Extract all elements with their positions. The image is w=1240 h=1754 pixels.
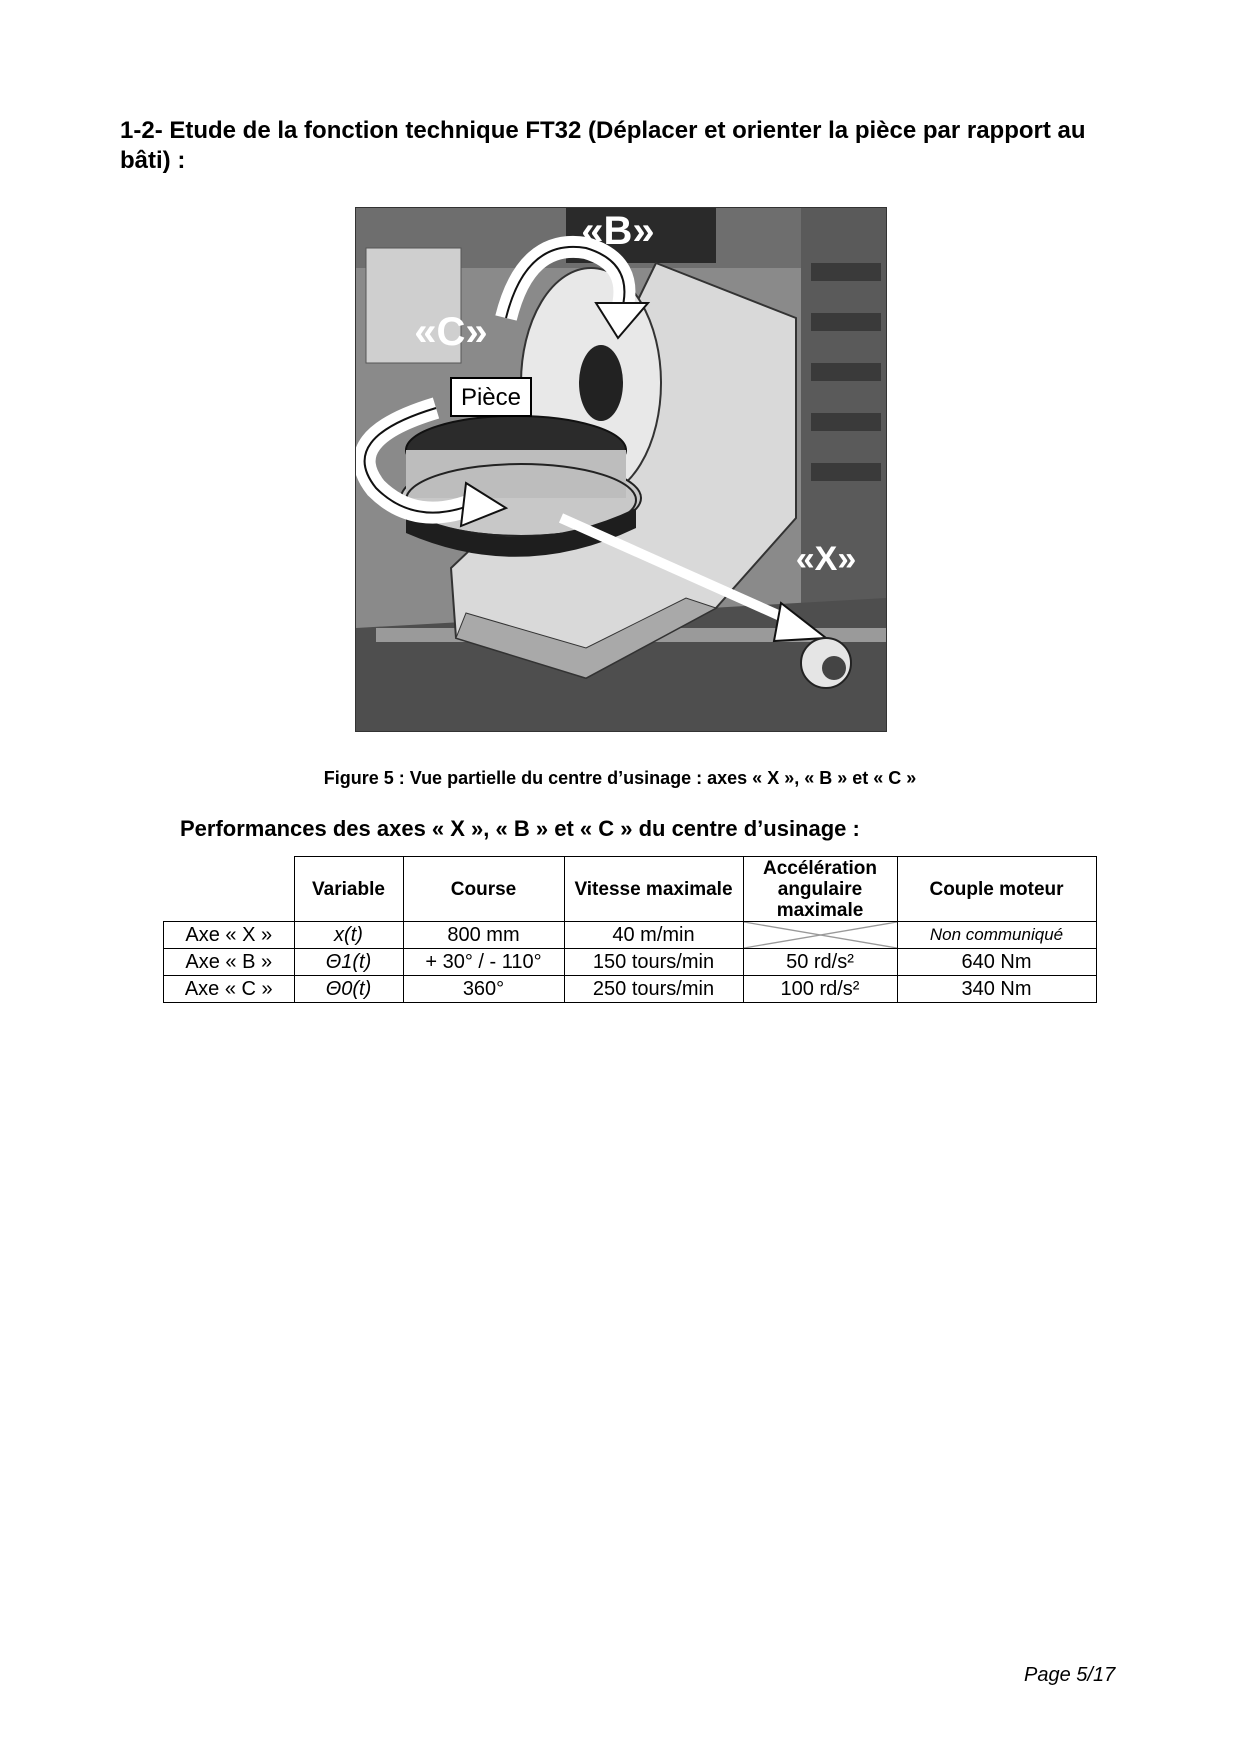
figure-caption: Figure 5 : Vue partielle du centre d’usinage : axes « X », « B » et « C » [323,768,917,788]
cross-out-mark [744,922,897,948]
x-axis-label: «X» [795,540,857,578]
row-couple: 340 Nm [897,976,1096,1003]
page-number: Page 5/17 [1024,1664,1116,1686]
row-vitesse: 40 m/min [564,922,743,949]
header-couple: Couple moteur [897,857,1096,922]
section-heading: 1-2- Etude de la fonction technique FT32 (Déplacer et orienter la pièce par rapport au bâti) : [120,117,1086,174]
table-row [164,922,1097,949]
row-course: 800 mm [403,922,564,949]
b-axis-label: «B» [581,209,655,253]
row-axis: Axe « B » [164,949,295,976]
table-header-row [164,857,1097,922]
machine-illustration [356,208,886,731]
c-axis-label: «C» [414,310,488,354]
row-course: + 30° / - 110° [403,949,564,976]
row-couple: Non communiqué [897,922,1096,949]
table-row [164,976,1097,1003]
performance-table [163,856,1097,1003]
table-row [164,949,1097,976]
table-title: Performances des axes « X », « B » et « C » du centre d’usinage : [180,816,860,841]
row-variable: Θ1(t) [294,949,403,976]
row-couple: 640 Nm [897,949,1096,976]
row-variable: Θ0(t) [294,976,403,1003]
row-course: 360° [403,976,564,1003]
row-variable: x(t) [294,922,403,949]
row-axis: Axe « X » [164,922,295,949]
row-acceleration: 50 rd/s² [743,949,897,976]
machine-figure [355,207,887,732]
piece-label: Pièce [460,384,522,411]
row-acceleration-crossed [743,922,897,949]
row-vitesse: 150 tours/min [564,949,743,976]
header-variable: Variable [294,857,403,922]
row-vitesse: 250 tours/min [564,976,743,1003]
row-axis: Axe « C » [164,976,295,1003]
empty-corner-cell [164,857,295,922]
header-vitesse: Vitesse maximale [564,857,743,922]
header-acceleration: Accélération angulaire maximale [743,857,897,922]
header-course: Course [403,857,564,922]
row-acceleration: 100 rd/s² [743,976,897,1003]
